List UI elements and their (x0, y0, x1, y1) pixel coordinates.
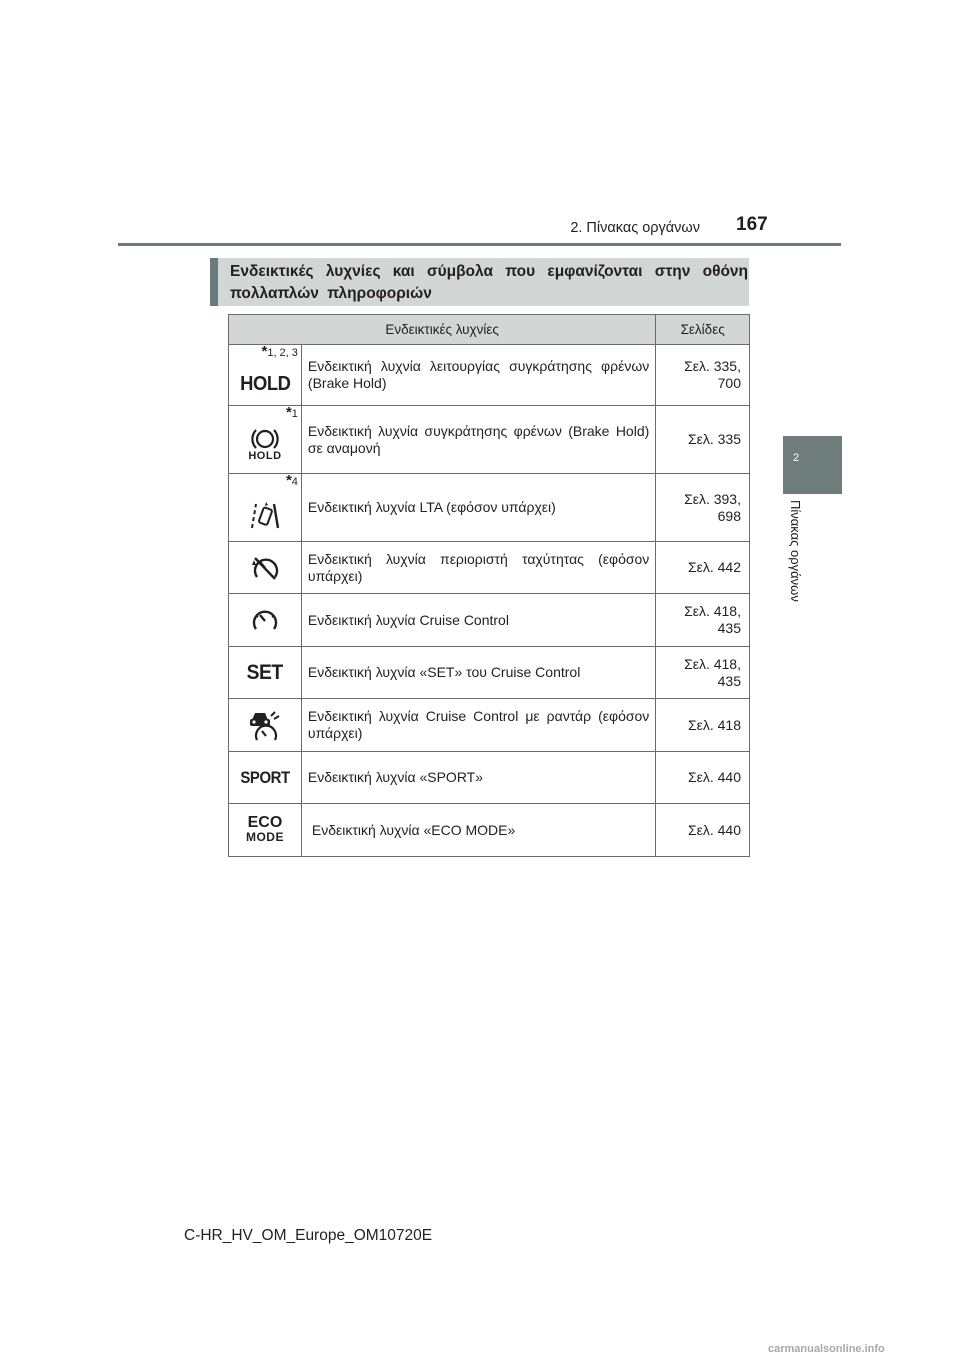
table-row (229, 804, 750, 857)
indicator-description: Ενδεικτική λυχνία περιοριστή ταχύτητας (εφόσον υπάρχει) (301, 542, 655, 594)
watermark: carmanualsonline.info (768, 1343, 885, 1355)
indicator-description: Ενδεικτική λυχνία «SET» του Cruise Control (301, 647, 655, 699)
page-reference: Σελ. 335, 700 (656, 345, 750, 406)
header-divider (118, 243, 841, 246)
page-reference: Σελ. 418, 435 (656, 647, 750, 699)
table-row (229, 699, 750, 752)
icon-cell (229, 647, 302, 699)
cruise-set-icon: SET (246, 661, 284, 684)
chapter-tab-number: 2 (792, 452, 800, 464)
page-reference: Σελ. 393, 698 (656, 474, 750, 542)
icon-cell (229, 406, 302, 474)
icon-cell (229, 594, 302, 647)
header-section-title: 2. Πίνακας οργάνων (570, 220, 700, 236)
icon-cell (229, 804, 302, 857)
table-row (229, 542, 750, 594)
icon-cell (229, 474, 302, 542)
radar-cruise-control-icon (229, 708, 301, 742)
table-row (229, 345, 750, 406)
footnote-marker: *4 (285, 472, 298, 489)
indicator-description: Ενδεικτική λυχνία «SPORT» (301, 752, 655, 804)
table-row (229, 594, 750, 647)
icon-cell (229, 542, 302, 594)
sport-mode-icon: SPORT (240, 768, 290, 787)
speed-limiter-icon (229, 553, 301, 583)
page-number: 167 (736, 214, 768, 235)
icon-cell (229, 345, 302, 406)
page-reference: Σελ. 442 (656, 542, 750, 594)
table-row (229, 752, 750, 804)
chapter-tab (783, 436, 842, 494)
table-header-pages: Σελίδες (656, 315, 750, 345)
page-reference: Σελ. 418, 435 (656, 594, 750, 647)
footnote-marker: *1 (285, 404, 298, 421)
indicator-description: Ενδεικτική λυχνία συγκράτησης φρένων (Brake Hold) σε αναμονή (301, 406, 655, 474)
table-row (229, 474, 750, 542)
indicator-description: Ενδεικτική λυχνία Cruise Control με ραντάρ (εφόσον υπάρχει) (301, 699, 655, 752)
chapter-tab-label: Πίνακας οργάνων (788, 500, 803, 602)
indicator-description: Ενδεικτική λυχνία Cruise Control (301, 594, 655, 647)
lta-icon (229, 498, 301, 530)
table-header-indicators: Ενδεικτικές λυχνίες (229, 315, 656, 345)
table-row (229, 647, 750, 699)
indicator-description: Ενδεικτική λυχνία LTA (εφόσον υπάρχει) (301, 474, 655, 542)
page-reference: Σελ. 440 (656, 804, 750, 857)
indicator-description: Ενδεικτική λυχνία «ECO MODE» (301, 804, 655, 857)
indicator-description: Ενδεικτική λυχνία λειτουργίας συγκράτησης φρένων (Brake Hold) (301, 345, 655, 406)
document-code: C-HR_HV_OM_Europe_OM10720E (184, 1227, 433, 1244)
page-reference: Σελ. 335 (656, 406, 750, 474)
page-reference: Σελ. 418 (656, 699, 750, 752)
indicators-table (228, 314, 750, 857)
brake-hold-operation-icon: HOLD (239, 372, 291, 395)
section-title-box (210, 258, 749, 306)
section-title: Ενδεικτικές λυχνίες και σύμβολα που εμφανίζονται στην οθόνη πολλαπλών πληροφοριών (230, 263, 748, 302)
table-row (229, 406, 750, 474)
icon-cell (229, 752, 302, 804)
table-header-row (229, 315, 750, 345)
footnote-marker: *1, 2, 3 (261, 343, 298, 360)
page-reference: Σελ. 440 (656, 752, 750, 804)
brake-hold-standby-icon: HOLD (229, 427, 301, 462)
eco-mode-icon: ECO MODE (245, 814, 284, 844)
icon-cell (229, 699, 302, 752)
cruise-control-icon (229, 606, 301, 634)
